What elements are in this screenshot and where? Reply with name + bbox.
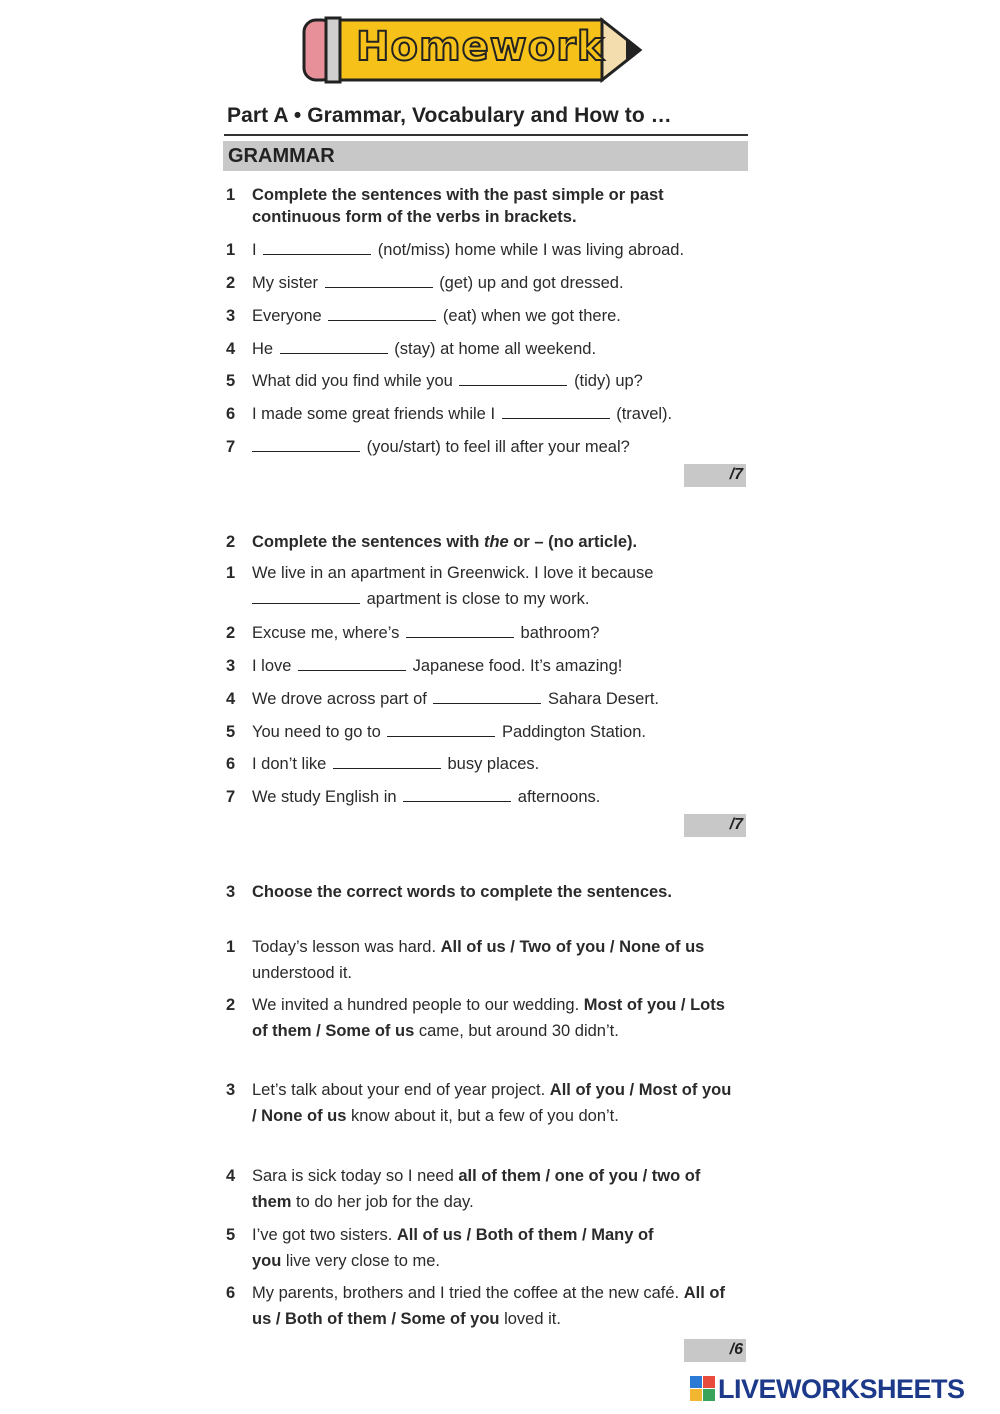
brand-name: LIVEWORKSHEETS [718, 1374, 965, 1404]
answer-blank[interactable] [252, 588, 360, 604]
answer-options[interactable]: All of us / Two of you / None of us [440, 938, 705, 956]
answer-options[interactable]: all of them / one of you / two of them [252, 1167, 701, 1211]
score-box [684, 1339, 746, 1362]
score-label: /7 [729, 816, 743, 833]
answer-options[interactable]: Most of you / Lots of them / Some of us [252, 996, 725, 1040]
instruction-text: Complete the sentences with the past simple or past continuous form of the verbs in brackets. [252, 186, 664, 226]
answer-blank[interactable] [280, 338, 388, 354]
answer-blank[interactable] [459, 370, 567, 386]
title-divider [224, 134, 748, 136]
answer-blank[interactable] [252, 436, 360, 452]
homework-banner [300, 12, 645, 84]
answer-blank[interactable] [325, 272, 433, 288]
answer-blank[interactable] [328, 305, 436, 321]
liveworksheets-icon [690, 1376, 716, 1404]
answer-options[interactable]: All of us / Both of them / Many of you [252, 1226, 654, 1270]
answer-blank[interactable] [387, 721, 495, 737]
part-title: Part A • Grammar, Vocabulary and How to … [227, 104, 672, 127]
answer-blank[interactable] [403, 786, 511, 802]
section-title: GRAMMAR [228, 145, 335, 167]
score-label: /6 [729, 1341, 743, 1358]
score-label: /7 [729, 466, 743, 483]
answer-blank[interactable] [298, 655, 406, 671]
question-number: 1 [226, 186, 236, 204]
section-header [223, 141, 748, 171]
score-box [684, 464, 746, 487]
question-number: 3 [226, 883, 236, 901]
answer-blank[interactable] [333, 753, 441, 769]
score-box [684, 814, 746, 837]
answer-options[interactable]: All of you / Most of you / None of us [252, 1081, 732, 1125]
answer-blank[interactable] [263, 239, 371, 255]
banner-title: Homework [356, 24, 605, 70]
answer-options[interactable]: All of us / Both of them / Some of you [252, 1284, 725, 1328]
answer-blank[interactable] [433, 688, 541, 704]
instruction-text: Choose the correct words to complete the sentences. [252, 883, 672, 901]
question-number: 2 [226, 533, 236, 551]
answer-blank[interactable] [502, 403, 610, 419]
answer-blank[interactable] [406, 622, 514, 638]
